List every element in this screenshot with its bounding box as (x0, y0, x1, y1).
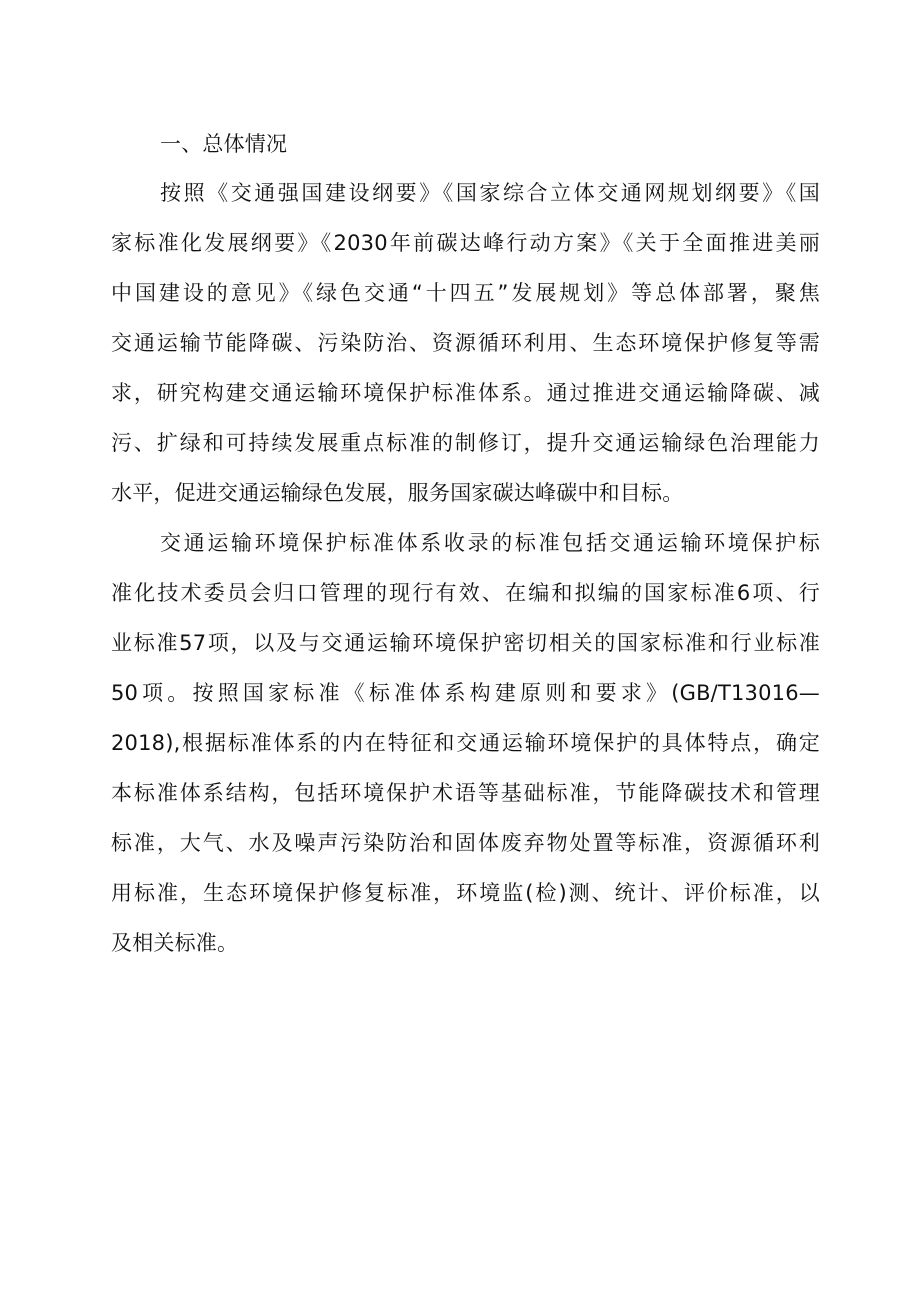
paragraph-1-line-5: 求，研究构建交通运输环境保护标准体系。通过推进交通运输降碳、减 (111, 381, 820, 405)
paragraph-2-line-6: 本标准体系结构，包括环境保护术语等基础标准，节能降碳技术和管理 (111, 781, 820, 805)
paragraph-2-line-9: 及相关标准。 (111, 931, 239, 955)
paragraph-2-line-1: 交通运输环境保护标准体系收录的标准包括交通运输环境保护标 (160, 531, 820, 555)
paragraph-2-line-7: 标准，大气、水及噪声污染防治和固体废弃物处置等标准，资源循环利 (111, 831, 820, 855)
paragraph-1-line-4: 交通运输节能降碳、污染防治、资源循环利用、生态环境保护修复等需 (111, 331, 820, 355)
paragraph-2-line-4: 50项。按照国家标准《标准体系构建原则和要求》(GB/T13016— (111, 681, 820, 705)
paragraph-2-line-5: 2018),根据标准体系的内在特征和交通运输环境保护的具体特点，确定 (111, 731, 820, 755)
paragraph-1-line-2: 家标准化发展纲要》《2030年前碳达峰行动方案》《关于全面推进美丽 (111, 231, 820, 255)
paragraph-2-line-3: 业标准57项，以及与交通运输环境保护密切相关的国家标准和行业标准 (111, 631, 820, 655)
paragraph-1-line-3: 中国建设的意见》《绿色交通“十四五”发展规划》等总体部署，聚焦 (111, 281, 820, 305)
paragraph-1-line-6: 污、扩绿和可持续发展重点标准的制修订，提升交通运输绿色治理能力 (111, 431, 820, 455)
paragraph-2-line-2: 准化技术委员会归口管理的现行有效、在编和拟编的国家标准6项、行 (111, 581, 820, 605)
paragraph-2-line-8: 用标准，生态环境保护修复标准，环境监(检)测、统计、评价标准，以 (111, 881, 820, 905)
paragraph-1-line-7: 水平，促进交通运输绿色发展，服务国家碳达峰碳中和目标。 (111, 481, 684, 505)
paragraph-1-line-1: 按照《交通强国建设纲要》《国家综合立体交通网规划纲要》《国 (160, 181, 820, 205)
section-heading: 一、总体情况 (160, 132, 288, 156)
